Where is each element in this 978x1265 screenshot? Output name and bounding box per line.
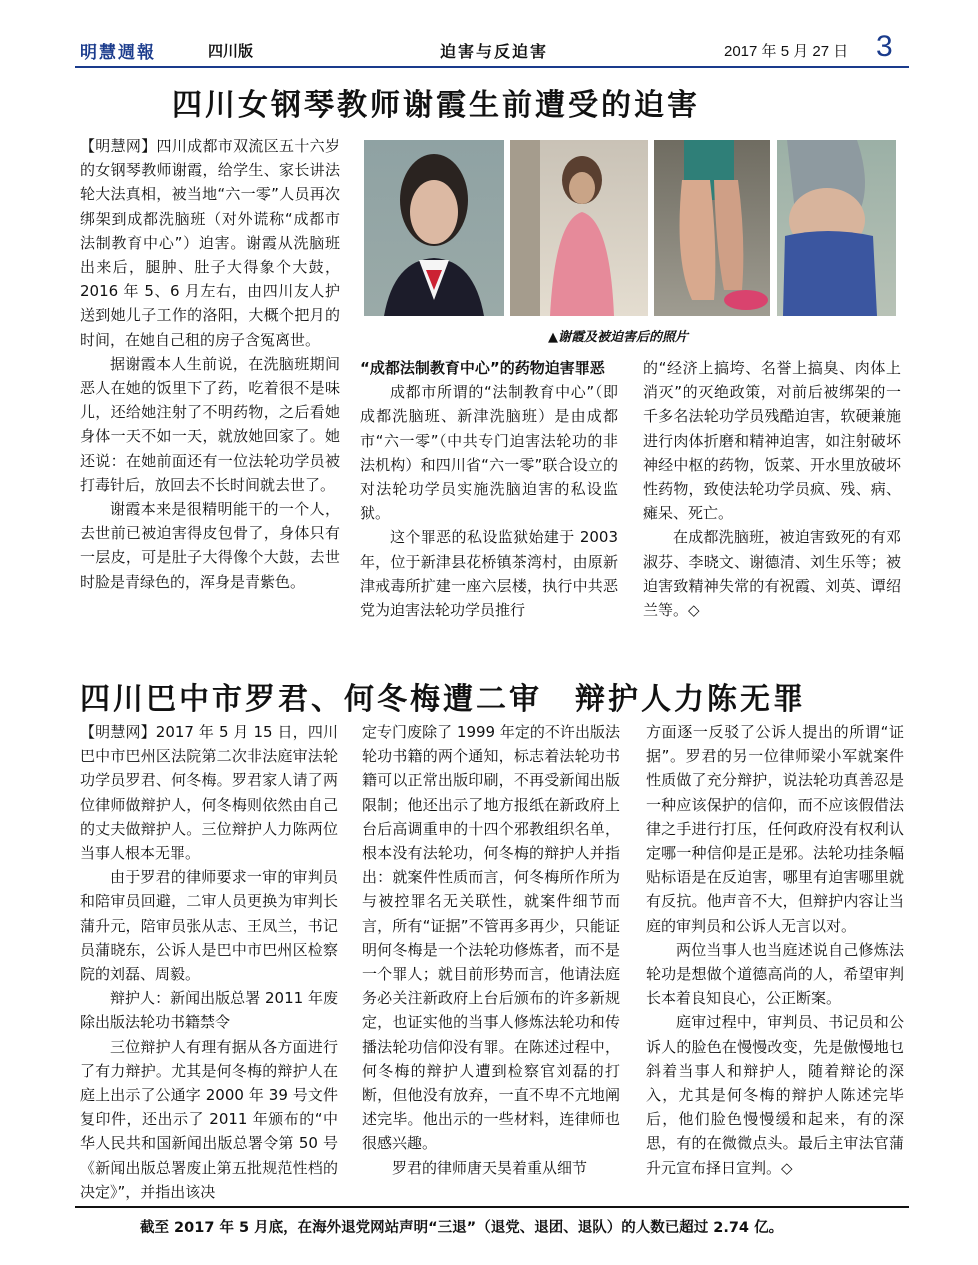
header-rule <box>75 66 909 68</box>
article1-title: 四川女钢琴教师谢霞生前遭受的迫害 <box>172 88 700 123</box>
article1-para: 谢霞本来是很精明能干的一个人，去世前已被迫害得皮包骨了，身体只有一层皮，可是肚子大得像个大鼓，去世时脸是青绿色的，浑身是青紫色。 <box>80 500 340 591</box>
article2-para: 方面逐一反驳了公诉人提出的所谓“证据”。罗君的另一位律师梁小军就案件性质做了充分辩护，说法轮功真善忍是一种应该保护的信仰，而不应该假借法律之手进行打压，任何政府没有权利认定哪一种信仰是正是邪。法轮功挂条幅贴标语是在反迫害，哪里有迫害哪里就有反抗。他声音不大，但辩护内容让当庭的审判员和公诉人无言以对。 <box>646 723 904 935</box>
article2-para: 庭审过程中，审判员、书记员和公诉人的脸色在慢慢改变，先是傲慢地乜斜着当事人和辩护人，随着辩论的深入，尤其是何冬梅的辩护人陈述完毕后，他们脸色慢慢缓和起来，有的深思，有的在微微点头。最后主审法官蒲升元宣布择日宣判。◇ <box>646 1013 904 1177</box>
page-number: 3 <box>876 30 893 63</box>
article1-column-2 <box>360 356 618 622</box>
article2-para: 【明慧网】2017 年 5 月 15 日，四川巴中市巴州区法院第二次非法庭审法轮功学员罗君、何冬梅。罗君家人请了两位律师做辩护人，何冬梅则依然由自己的丈夫做辩护人。三位辩护人力陈两位当事人根本无罪。 <box>80 723 338 863</box>
article2-para: 由于罗君的律师要求一审的审判员和陪审员回避，二审人员更换为审判长蒲升元，陪审员张从志、王凤兰，书记员蒲晓东，公诉人是巴中市巴州区检察院的刘磊、周毅。 <box>80 868 338 984</box>
article2-column-3 <box>646 720 904 1180</box>
article1-para: 据谢霞本人生前说，在洗脑班期间恶人在她的饭里下了药，吃着很不是味儿，还给她注射了不明药物，之后看她身体一天不如一天，就放她回家了。她还说：在她前面还有一位法轮功学员被打毒针后，放回去不长时间就去世了。 <box>80 354 340 494</box>
article2-para: 罗君的律师唐天昊着重从细节 <box>392 1158 588 1177</box>
section-title: 迫害与反迫害 <box>440 42 549 61</box>
article2-column-1 <box>80 720 338 1204</box>
article1-subheading: “成都法制教育中心”的药物迫害罪恶 <box>360 359 605 377</box>
edition-label: 四川版 <box>208 42 254 60</box>
portrait-photo <box>364 140 504 316</box>
article1-para: 【明慧网】四川成都市双流区五十六岁的女钢琴教师谢霞，给学生、家长讲法轮大法真相，被当地“六一零”人员再次绑架到成都洗脑班（对外谎称“成都市法制教育中心”）迫害。谢霞从洗脑班出来后，腿肿、肚子大得象个大鼓，2016 年 5、6 月左右，由四川友人护送到她儿子工作的洛阳，大概个把月的时间，在她自己租的房子含冤离世。 <box>80 137 340 349</box>
footer-notice: 截至 2017 年 5 月底，在海外退党网站声明“三退”（退党、退团、退队）的人数已超过 2.74 亿。 <box>140 1220 784 1236</box>
article2-title: 四川巴中市罗君、何冬梅遭二审 辩护人力陈无罪 <box>80 682 806 717</box>
article2-para: 定专门废除了 1999 年定的不许出版法轮功书籍的两个通知，标志着法轮功书籍可以正常出版印刷，不再受新闻出版限制；他还出示了地方报纸在新政府上台后高调重申的十四个邪教组织名单，根本没有法轮功，何冬梅的辩护人并指出：就案件性质而言，何冬梅所作所为与被控罪名无关联性，就案件细节而言，所有“证据”不管再多再少，只能证明何冬梅是一个法轮功修炼者，而不是一个罪人；就目前形势而言，他请法庭务必关注新政府上台后颁布的许多新规定，也证实他的当事人修炼法轮功和传播法轮功信仰没有罪。在陈述过程中，何冬梅的辩护人遭到检察官刘磊的打断，但他没有放弃，一直不卑不亢地阐述完毕。他出示的一些材料，连律师也很感兴趣。 <box>362 723 620 1153</box>
article1-para: 这个罪恶的私设监狱始建于 2003 年，位于新津县花桥镇茶湾村，由原新津戒毒所扩建一座六层楼，执行中共恶党为迫害法轮功学员推行 <box>360 528 618 620</box>
article1-column-1 <box>80 134 340 594</box>
photo-caption: ▲谢霞及被迫害后的照片 <box>548 330 688 345</box>
footer-rule <box>75 1206 909 1208</box>
issue-date: 2017 年 5 月 27 日 <box>724 43 849 60</box>
masthead: 明慧週報 <box>80 43 156 63</box>
article2-subhead: 辩护人：新闻出版总署 2011 年废除出版法轮功书籍禁令 <box>80 989 338 1032</box>
article1-para: 成都市所谓的“法制教育中心”（即成都洗脑班、新津洗脑班）是由成都市“六一零”（中共专门迫害法轮功的非法机构）和四川省“六一零”联合设立的对法轮功学员实施洗脑迫害的私设监狱。 <box>360 383 618 523</box>
article2-para: 三位辩护人有理有据从各方面进行了有力辩护。尤其是何冬梅的辩护人在庭上出示了公通字 2000 年 39 号文件复印件，还出示了 2011 年颁布的“中华人民共和国新闻出版总署令第 50 号《新闻出版总署废止第五批规范性档的决定》”，并指出该决 <box>80 1037 338 1201</box>
article1-column-3 <box>643 356 901 622</box>
article2-para: 两位当事人也当庭述说自己修炼法轮功是想做个道德高尚的人，希望审判长本着良知良心，公正断案。 <box>646 940 904 1008</box>
swollen-belly-photo <box>777 140 896 316</box>
emaciated-photo <box>510 140 648 316</box>
article1-para: 在成都洗脑班，被迫害致死的有邓淑芬、李晓文、谢德清、刘生乐等；被迫害致精神失常的有祝霞、刘英、谭绍兰等。◇ <box>643 528 901 620</box>
article2-column-2 <box>362 720 620 1180</box>
article1-para: 的“经济上搞垮、名誉上搞臭、肉体上消灭”的灭绝政策，对前后被绑架的一千多名法轮功学员残酷迫害，软硬兼施进行肉体折磨和精神迫害，如注射破坏神经中枢的药物，饭菜、开水里放破坏性药物，致使法轮功学员疯、残、病、瘫呆、死亡。 <box>643 359 901 523</box>
swollen-legs-photo <box>654 140 770 316</box>
